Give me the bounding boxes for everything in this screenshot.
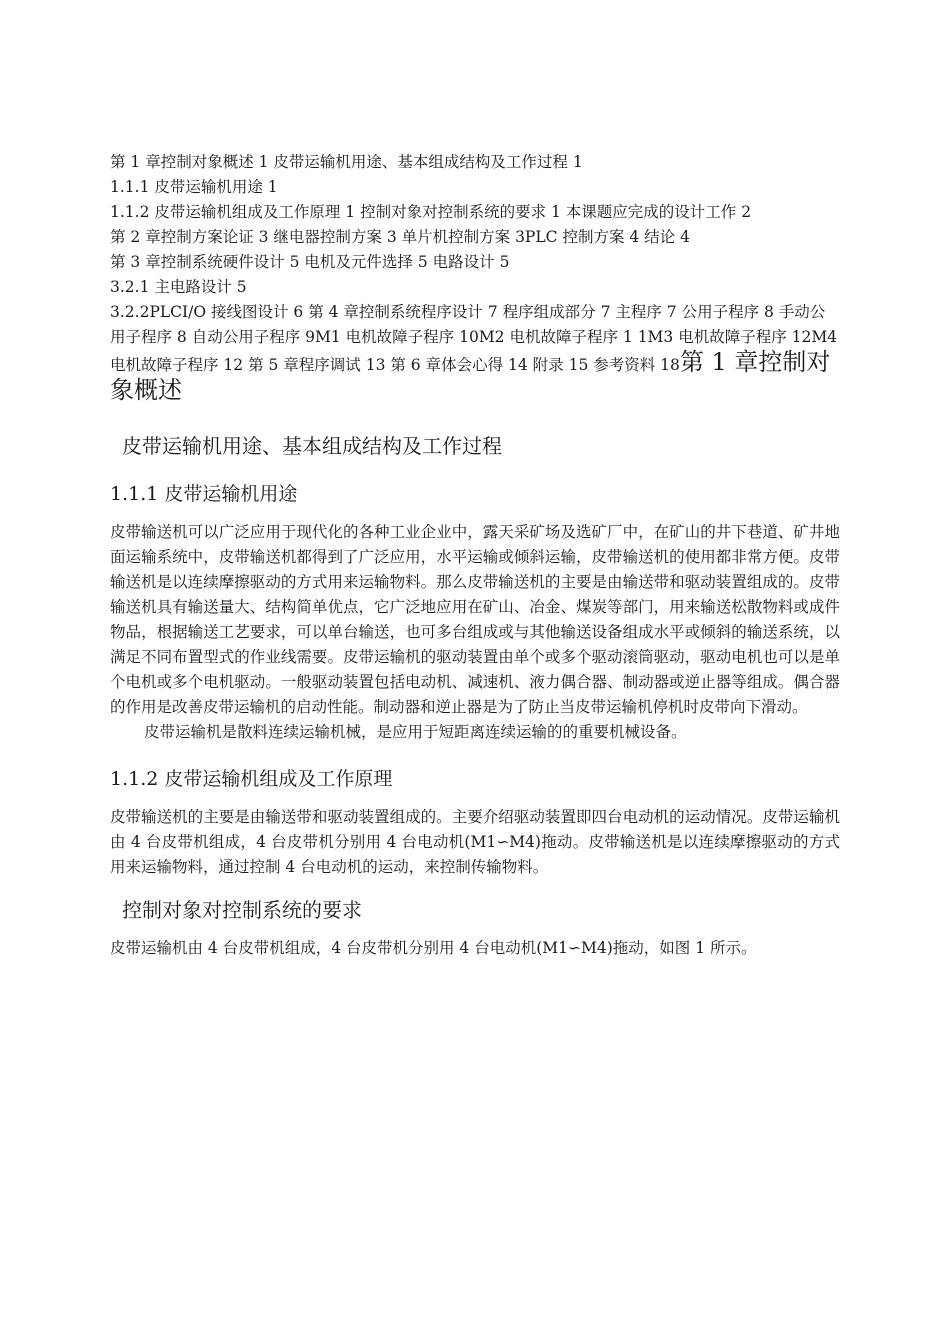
document-page bbox=[110, 150, 840, 961]
toc-tail-with-chapter-title bbox=[110, 300, 840, 406]
toc-line: 第 3 章控制系统硬件设计 5 电机及元件选择 5 电路设计 5 bbox=[110, 253, 510, 271]
toc-line: 第 1 章控制对象概述 1 皮带运输机用途、基本组成结构及工作过程 1 bbox=[110, 153, 583, 171]
section-heading: 皮带运输机用途、基本组成结构及工作过程 bbox=[122, 434, 502, 458]
subsection-heading: 1.1.2 皮带运输机组成及工作原理 bbox=[110, 768, 393, 790]
body-paragraph: 皮带运输机由 4 台皮带机组成，4 台皮带机分别用 4 台电动机(M1∽M4)拖动，如图 1 所示。 bbox=[110, 939, 757, 957]
chapter-title: 第 1 章控制对象概述 bbox=[110, 348, 831, 404]
body-paragraph: 皮带运输机是散料连续运输机械，是应用于短距离连续运输的的重要机械设备。 bbox=[144, 723, 687, 741]
section-heading: 控制对象对控制系统的要求 bbox=[122, 898, 362, 922]
body-paragraph: 皮带输送机可以广泛应用于现代化的各种工业企业中，露天采矿场及选矿厂中，在矿山的井下巷道、矿井地面运输系统中，皮带输送机都得到了广泛应用，水平运输或倾斜运输，皮带输送机的使用都非常方便。皮带输送机是以连续摩擦驱动的方式用来运输物料。那么皮带输送机的主要是由输送带和驱动装置组成的。皮带输送机具有输送量大、结构简单优点，它广泛地应用在矿山、冶金、煤炭等部门，用来输送松散物料或成件物品，根据输送工艺要求，可以单台输送，也可多台组成或与其他输送设备组成水平或倾斜的输送系统，以满足不同布置型式的作业线需要。皮带运输机的驱动装置由单个或多个驱动滚筒驱动，驱动电机也可以是单个电机或多个电机驱动。一般驱动装置包括电动机、减速机、液力偶合器、制动器或逆止器等组成。偶合器的作用是改善皮带运输机的启动性能。制动器和逆止器是为了防止当皮带运输机停机时皮带向下滑动。 bbox=[110, 523, 840, 716]
toc-line: 1.1.1 皮带运输机用途 1 bbox=[110, 178, 278, 196]
toc-line: 1.1.2 皮带运输机组成及工作原理 1 控制对象对控制系统的要求 1 本课题应完成的设计工作 2 bbox=[110, 203, 752, 221]
subsection-heading: 1.1.1 皮带运输机用途 bbox=[110, 483, 298, 505]
toc-line: 3.2.2PLCI/O 接线图设计 6 第 4 章控制系统程序设计 7 程序组成部分 7 主程序 7 公用子程序 8 手动公用子程序 8 自动公用子程序 9M1 电机故障子程序 10M2 电机故障子程序 1 1M3 电机故障子程序 12M4 电机故障子程序 12 第 5 章程序调试 13 第 6 章体会心得 14 附录 15 参考资料 18 bbox=[110, 303, 838, 374]
toc-line: 第 2 章控制方案论证 3 继电器控制方案 3 单片机控制方案 3PLC 控制方案 4 结论 4 bbox=[110, 228, 690, 246]
body-paragraph: 皮带输送机的主要是由输送带和驱动装置组成的。主要介绍驱动装置即四台电动机的运动情况。皮带运输机由 4 台皮带机组成，4 台皮带机分别用 4 台电动机(M1∽M4)拖动。皮带输送机是以连续摩擦驱动的方式用来运输物料，通过控制 4 台电动机的运动，来控制传输物料。 bbox=[110, 808, 840, 876]
toc-line: 3.2.1 主电路设计 5 bbox=[110, 278, 247, 296]
